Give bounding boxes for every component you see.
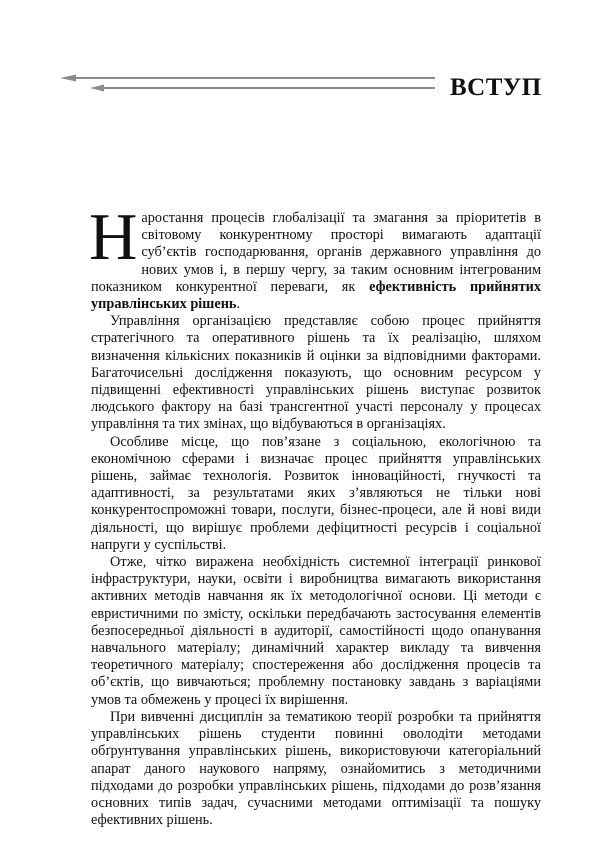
paragraph-3: Особливе місце, що пов’язане з соціальною, екологічною та економічною сферами і визначає процес прийняття управлінських рішень, займає технологія. Розвиток інноваційності, гнучкості та адаптивності, за результатами яких з’являються не тільки нові конкурентоспроможні товари, послуги, бізнес-процеси, але й нові види діяльності, що вирішує проблеми дефіцитності ресурсів і соціальної напруги у суспільстві.	[91, 433, 541, 553]
paragraph-5: При вивченні дисциплін за тематикою теорії розробки та прийняття управлінських рішень студенти повинні оволодіти методами обґрунтування управлінських рішень, використовуючи категоріальний апарат даного наукового напряму, ознайомитись з методичними підходами до розробки управлінських рішень, підходами до розв’язання основних типів задач, сучасними методами оптимізації та пошуку ефективних рішень.	[91, 708, 541, 829]
drop-cap: Н	[89, 200, 138, 274]
paragraph-1-lead: аростання процесів глобалізації та змагання за пріоритетів в світовому конкурентному просторі вимагають адаптації суб’єктів господарювання, органів державного управління до нових умов і, в першу чергу, за таким основним інтегрованим показником конкурентної переваги, як	[91, 210, 541, 295]
section-heading: ВСТУП	[450, 74, 542, 101]
decorative-rule	[60, 72, 435, 94]
paragraph-1-emphasis: ефективність прийнятих управлінських рішень	[91, 278, 541, 313]
paragraph-2: Управління організацією представляє собою процес прийняття стратегічного та оперативного рішень та їх реалізацію, шляхом визначення кількісних показників й оцінки за відповідними факторами. Багаточисельні дослідження показують, що основним ресурсом у підвищенні ефективності управлінських рішень виступає розвиток людського фактору на базі трансгентної участі персоналу у процесах управління та тих змінах, що відбуваються в організаціях.	[91, 313, 541, 433]
paragraph-1	[89, 200, 541, 313]
body-text	[89, 200, 541, 829]
paragraph-1-tail: .	[236, 296, 241, 313]
paragraph-4: Отже, чітко виражена необхідність системної інтеграції ринкової інфраструктури, науки, освіти і виробництва вимагають використання активних методів навчання як їх методологічної основи. Ці методи є евристичними по змісту, оскільки передбачають застосування елементів безпосередньої діяльності в аудиторії, самостійності щодо опанування навчального матеріалу; динамічний характер викладу та вивчення теоретичного матеріалу; спостереження або дослідження процесів та об’єктів, що вивчаються; проблемну постановку завдань з варіаціями умов та обмежень у процесі їх вирішення.	[91, 554, 541, 708]
